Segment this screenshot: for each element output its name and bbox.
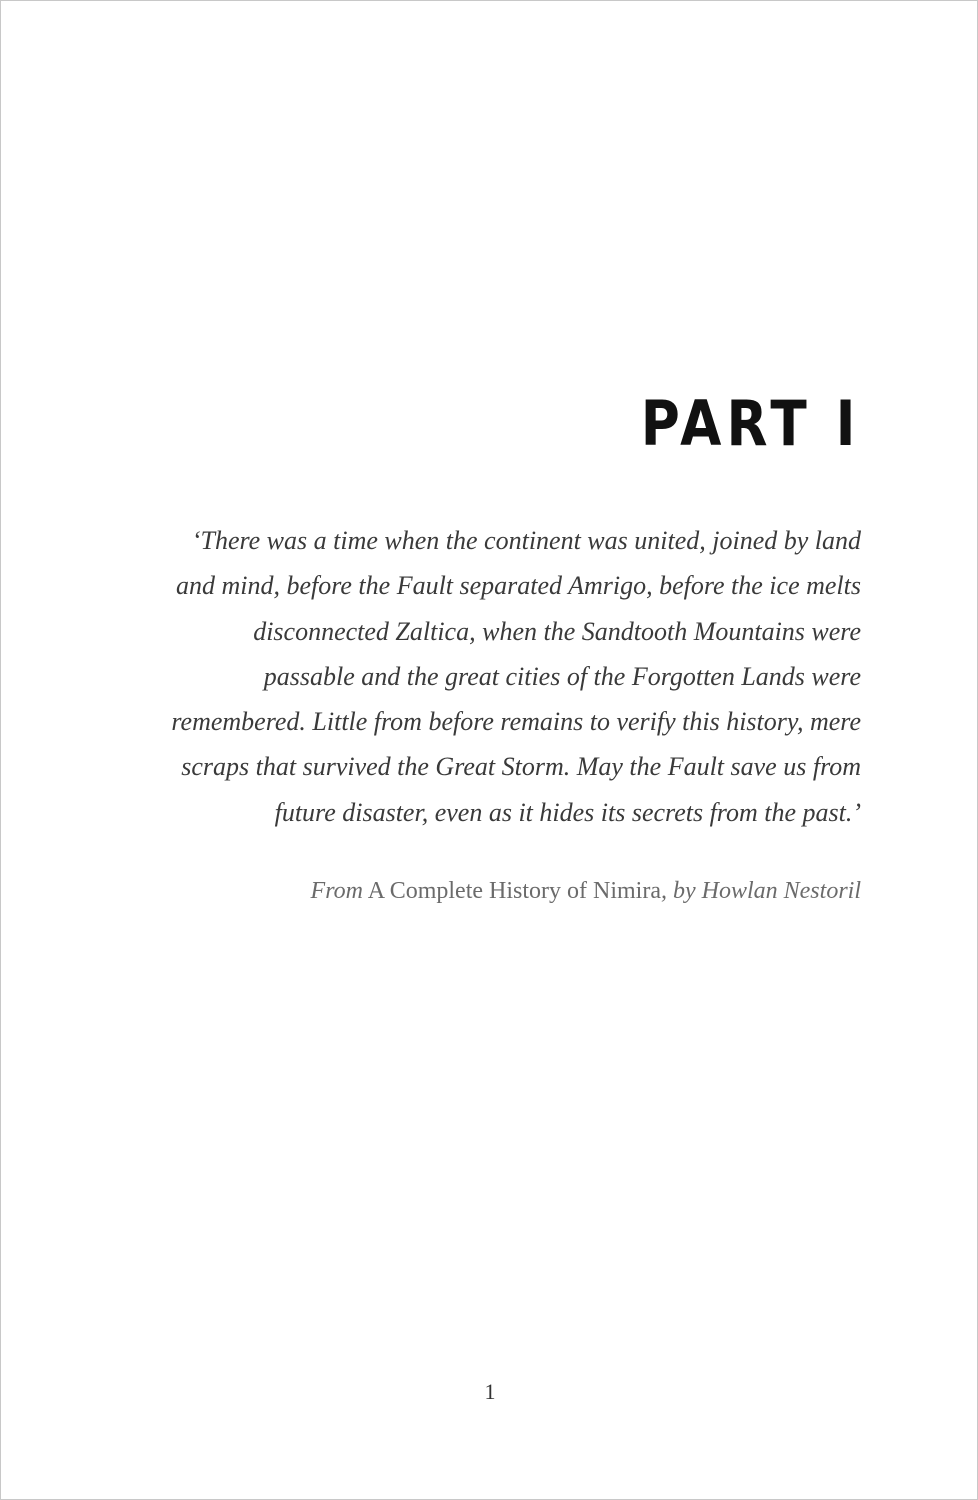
attribution-author: , by Howlan Nestoril	[660, 878, 861, 904]
epigraph-line: passable and the great cities of the Forgotten Lands were	[263, 661, 861, 691]
epigraph-quote	[121, 518, 861, 835]
attribution-prefix: From	[310, 878, 363, 904]
epigraph-attribution	[311, 873, 861, 909]
epigraph-line: future disaster, even as it hides its secrets from the past.’	[274, 797, 861, 827]
epigraph-line: disconnected Zaltica, when the Sandtooth Mountains were	[253, 616, 861, 646]
epigraph-line: ‘There was a time when the continent was united, joined by land	[191, 526, 861, 555]
epigraph-line: scraps that survived the Great Storm. May the Fault save us from	[181, 752, 861, 782]
epigraph-line: remembered. Little from before remains to verify this history, mere	[171, 707, 861, 737]
epigraph-line: and mind, before the Fault separated Amrigo, before the ice melts	[175, 571, 861, 601]
page-number: 1	[484, 1379, 496, 1404]
part-title: PART I	[641, 387, 861, 460]
attribution-book-title: A Complete History of Nimira	[367, 878, 661, 904]
